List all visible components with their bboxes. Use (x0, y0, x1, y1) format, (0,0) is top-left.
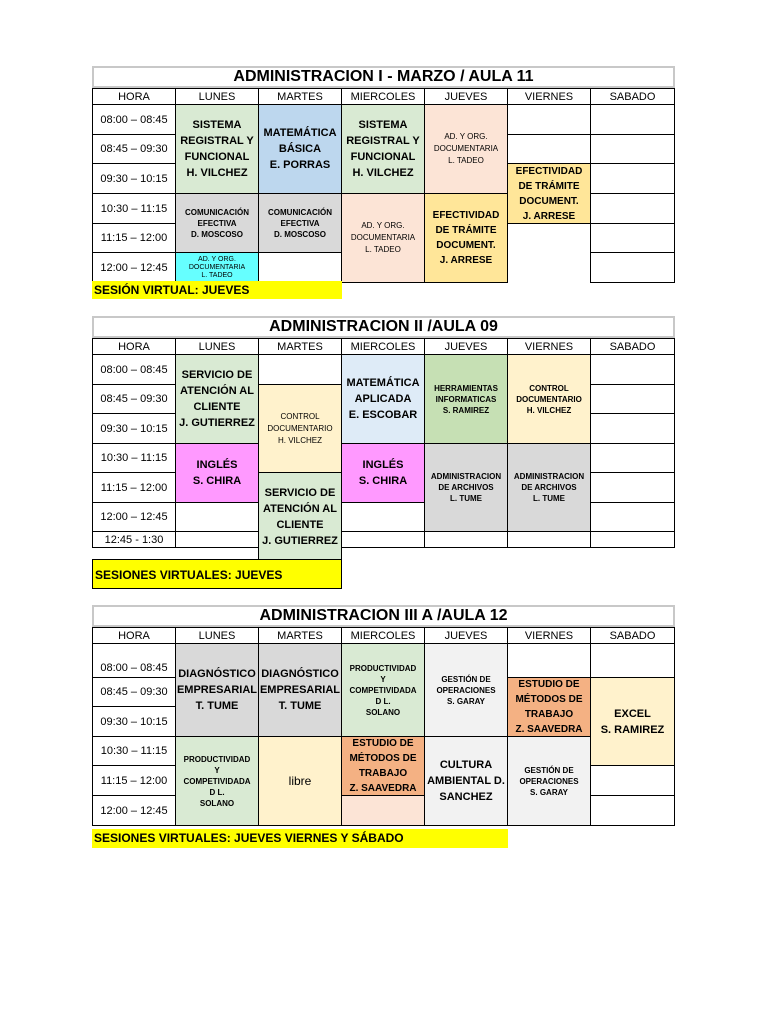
time-slot: 12:00 – 12:45 (92, 252, 176, 283)
header-miercoles: MIERCOLES (341, 338, 425, 355)
course-martes-a: MATEMÁTICA BÁSICA E. PORRAS (258, 104, 342, 194)
empty-cell (590, 134, 675, 164)
time-slot: 08:45 – 09:30 (92, 134, 176, 164)
course-jueves-a: GESTIÓN DE OPERACIONES S. GARAY (424, 643, 508, 737)
header-viernes: VIERNES (507, 338, 591, 355)
course-miercoles-b: AD. Y ORG. DOCUMENTARIA L. TADEO (341, 193, 425, 283)
time-slot: 12:45 - 1:30 (92, 531, 176, 548)
course-viernes-a: CONTROL DOCUMENTARIO H. VILCHEZ (507, 354, 591, 444)
header-lunes: LUNES (175, 88, 259, 105)
header-miercoles: MIERCOLES (341, 627, 425, 644)
empty-cell (507, 104, 591, 135)
time-slot: 08:00 – 08:45 (92, 643, 176, 678)
header-viernes: VIERNES (507, 627, 591, 644)
schedule-title: ADMINISTRACION III A /AULA 12 (92, 605, 675, 627)
header-jueves: JUEVES (424, 338, 508, 355)
course-martes-b: libre (258, 736, 342, 826)
course-miercoles-a: MATEMÁTICA APLICADA E. ESCOBAR (341, 354, 425, 444)
time-slot: 08:00 – 08:45 (92, 354, 176, 385)
empty-cell (590, 795, 675, 826)
empty-cell (590, 223, 675, 253)
header-hora: HORA (92, 338, 176, 355)
schedule-title: ADMINISTRACION II /AULA 09 (92, 316, 675, 338)
empty-cell (590, 384, 675, 414)
time-slot: 10:30 – 11:15 (92, 736, 176, 766)
empty-cell (590, 193, 675, 224)
header-sabado: SABADO (590, 338, 675, 355)
time-slot: 09:30 – 10:15 (92, 413, 176, 444)
virtual-session-note: SESIONES VIRTUALES: JUEVES VIERNES Y SÁBADO (92, 829, 508, 848)
course-viernes-b: ADMINISTRACION DE ARCHIVOS L. TUME (507, 443, 591, 532)
time-slot: 08:45 – 09:30 (92, 384, 176, 414)
course-martes-b: COMUNICACIÓN EFECTIVA D. MOSCOSO (258, 193, 342, 253)
time-slot: 10:30 – 11:15 (92, 443, 176, 473)
empty-cell (590, 531, 675, 548)
virtual-session-note: SESIÓN VIRTUAL: JUEVES (92, 281, 342, 299)
time-slot: 09:30 – 10:15 (92, 706, 176, 737)
course-viernes-b: GESTIÓN DE OPERACIONES S. GARAY (507, 736, 591, 826)
empty-cell (590, 354, 675, 385)
course-jueves-b: CULTURA AMBIENTAL D. SANCHEZ (424, 736, 508, 826)
header-jueves: JUEVES (424, 627, 508, 644)
course-jueves-a: HERRAMIENTAS INFORMATICAS S. RAMIREZ (424, 354, 508, 444)
time-slot: 08:00 – 08:45 (92, 104, 176, 135)
course-martes-a: CONTROL DOCUMENTARIO H. VILCHEZ (258, 384, 342, 473)
course-lunes-b: COMUNICACIÓN EFECTIVA D. MOSCOSO (175, 193, 259, 253)
time-slot: 09:30 – 10:15 (92, 163, 176, 194)
header-viernes: VIERNES (507, 88, 591, 105)
header-lunes: LUNES (175, 338, 259, 355)
course-miercoles-b: ESTUDIO DE MÉTODOS DE TRABAJO Z. SAAVEDRA (341, 736, 425, 796)
course-lunes-a: SERVICIO DE ATENCIÓN AL CLIENTE J. GUTIERREZ (175, 354, 259, 444)
course-miercoles-b: INGLÉS S. CHIRA (341, 443, 425, 503)
course-martes-a: DIAGNÓSTICO EMPRESARIAL T. TUME (258, 643, 342, 737)
empty-cell (590, 163, 675, 194)
header-sabado: SABADO (590, 88, 675, 105)
schedule-admin-2 (92, 316, 675, 582)
header-hora: HORA (92, 627, 176, 644)
empty-cell (590, 104, 675, 135)
course-jueves-b: ADMINISTRACION DE ARCHIVOS L. TUME (424, 443, 508, 532)
empty-cell (175, 531, 259, 548)
empty-cell (590, 472, 675, 503)
course-lunes-a: SISTEMA REGISTRAL Y FUNCIONAL H. VILCHEZ (175, 104, 259, 194)
time-slot: 12:00 – 12:45 (92, 502, 176, 532)
empty-cell (590, 765, 675, 796)
empty-cell (590, 502, 675, 532)
empty-cell (258, 354, 342, 385)
course-miercoles-a: SISTEMA REGISTRAL Y FUNCIONAL H. VILCHEZ (341, 104, 425, 194)
empty-cell (424, 531, 508, 548)
empty-cell (590, 413, 675, 444)
empty-cell (590, 252, 675, 283)
course-martes-b: SERVICIO DE ATENCIÓN AL CLIENTE J. GUTIERREZ (258, 472, 342, 562)
course-lunes-b: INGLÉS S. CHIRA (175, 443, 259, 503)
time-slot: 08:45 – 09:30 (92, 677, 176, 707)
header-martes: MARTES (258, 338, 342, 355)
virtual-session-note: SESIONES VIRTUALES: JUEVES (92, 559, 342, 589)
schedule-admin-1 (92, 66, 675, 297)
time-slot: 11:15 – 12:00 (92, 472, 176, 503)
course-viernes-b: EFECTIVIDAD DE TRÁMITE DOCUMENT. J. ARRESE (507, 163, 591, 224)
course-viernes-a: ESTUDIO DE MÉTODOS DE TRABAJO Z. SAAVEDRA (507, 677, 591, 737)
empty-cell (507, 643, 591, 678)
time-slot: 11:15 – 12:00 (92, 223, 176, 253)
header-martes: MARTES (258, 627, 342, 644)
empty-cell (590, 643, 675, 678)
empty-cell (341, 531, 425, 548)
time-slot: 10:30 – 11:15 (92, 193, 176, 224)
header-lunes: LUNES (175, 627, 259, 644)
schedule-admin-3a (92, 605, 675, 845)
empty-cell (175, 502, 259, 532)
header-jueves: JUEVES (424, 88, 508, 105)
course-lunes-c: AD. Y ORG. DOCUMENTARIA L. TADEO (175, 252, 259, 283)
course-lunes-a: DIAGNÓSTICO EMPRESARIAL T. TUME (175, 643, 259, 737)
header-hora: HORA (92, 88, 176, 105)
header-sabado: SABADO (590, 627, 675, 644)
empty-cell (341, 502, 425, 532)
course-jueves-a: AD. Y ORG. DOCUMENTARIA L. TADEO (424, 104, 508, 194)
course-sabado-a: EXCEL S. RAMIREZ (590, 677, 675, 766)
course-miercoles-a: PRODUCTIVIDAD Y COMPETIVIDADA D L. SOLANO (341, 643, 425, 737)
empty-cell (590, 443, 675, 473)
empty-cell (341, 795, 425, 826)
time-slot: 12:00 – 12:45 (92, 795, 176, 826)
course-jueves-b: EFECTIVIDAD DE TRÁMITE DOCUMENT. J. ARRESE (424, 193, 508, 283)
empty-cell (507, 134, 591, 164)
header-martes: MARTES (258, 88, 342, 105)
empty-cell (507, 531, 591, 548)
schedule-title: ADMINISTRACION I - MARZO / AULA 11 (92, 66, 675, 88)
header-miercoles: MIERCOLES (341, 88, 425, 105)
time-slot: 11:15 – 12:00 (92, 765, 176, 796)
course-lunes-b: PRODUCTIVIDAD Y COMPETIVIDADA D L. SOLANO (175, 736, 259, 826)
empty-cell (258, 252, 342, 283)
